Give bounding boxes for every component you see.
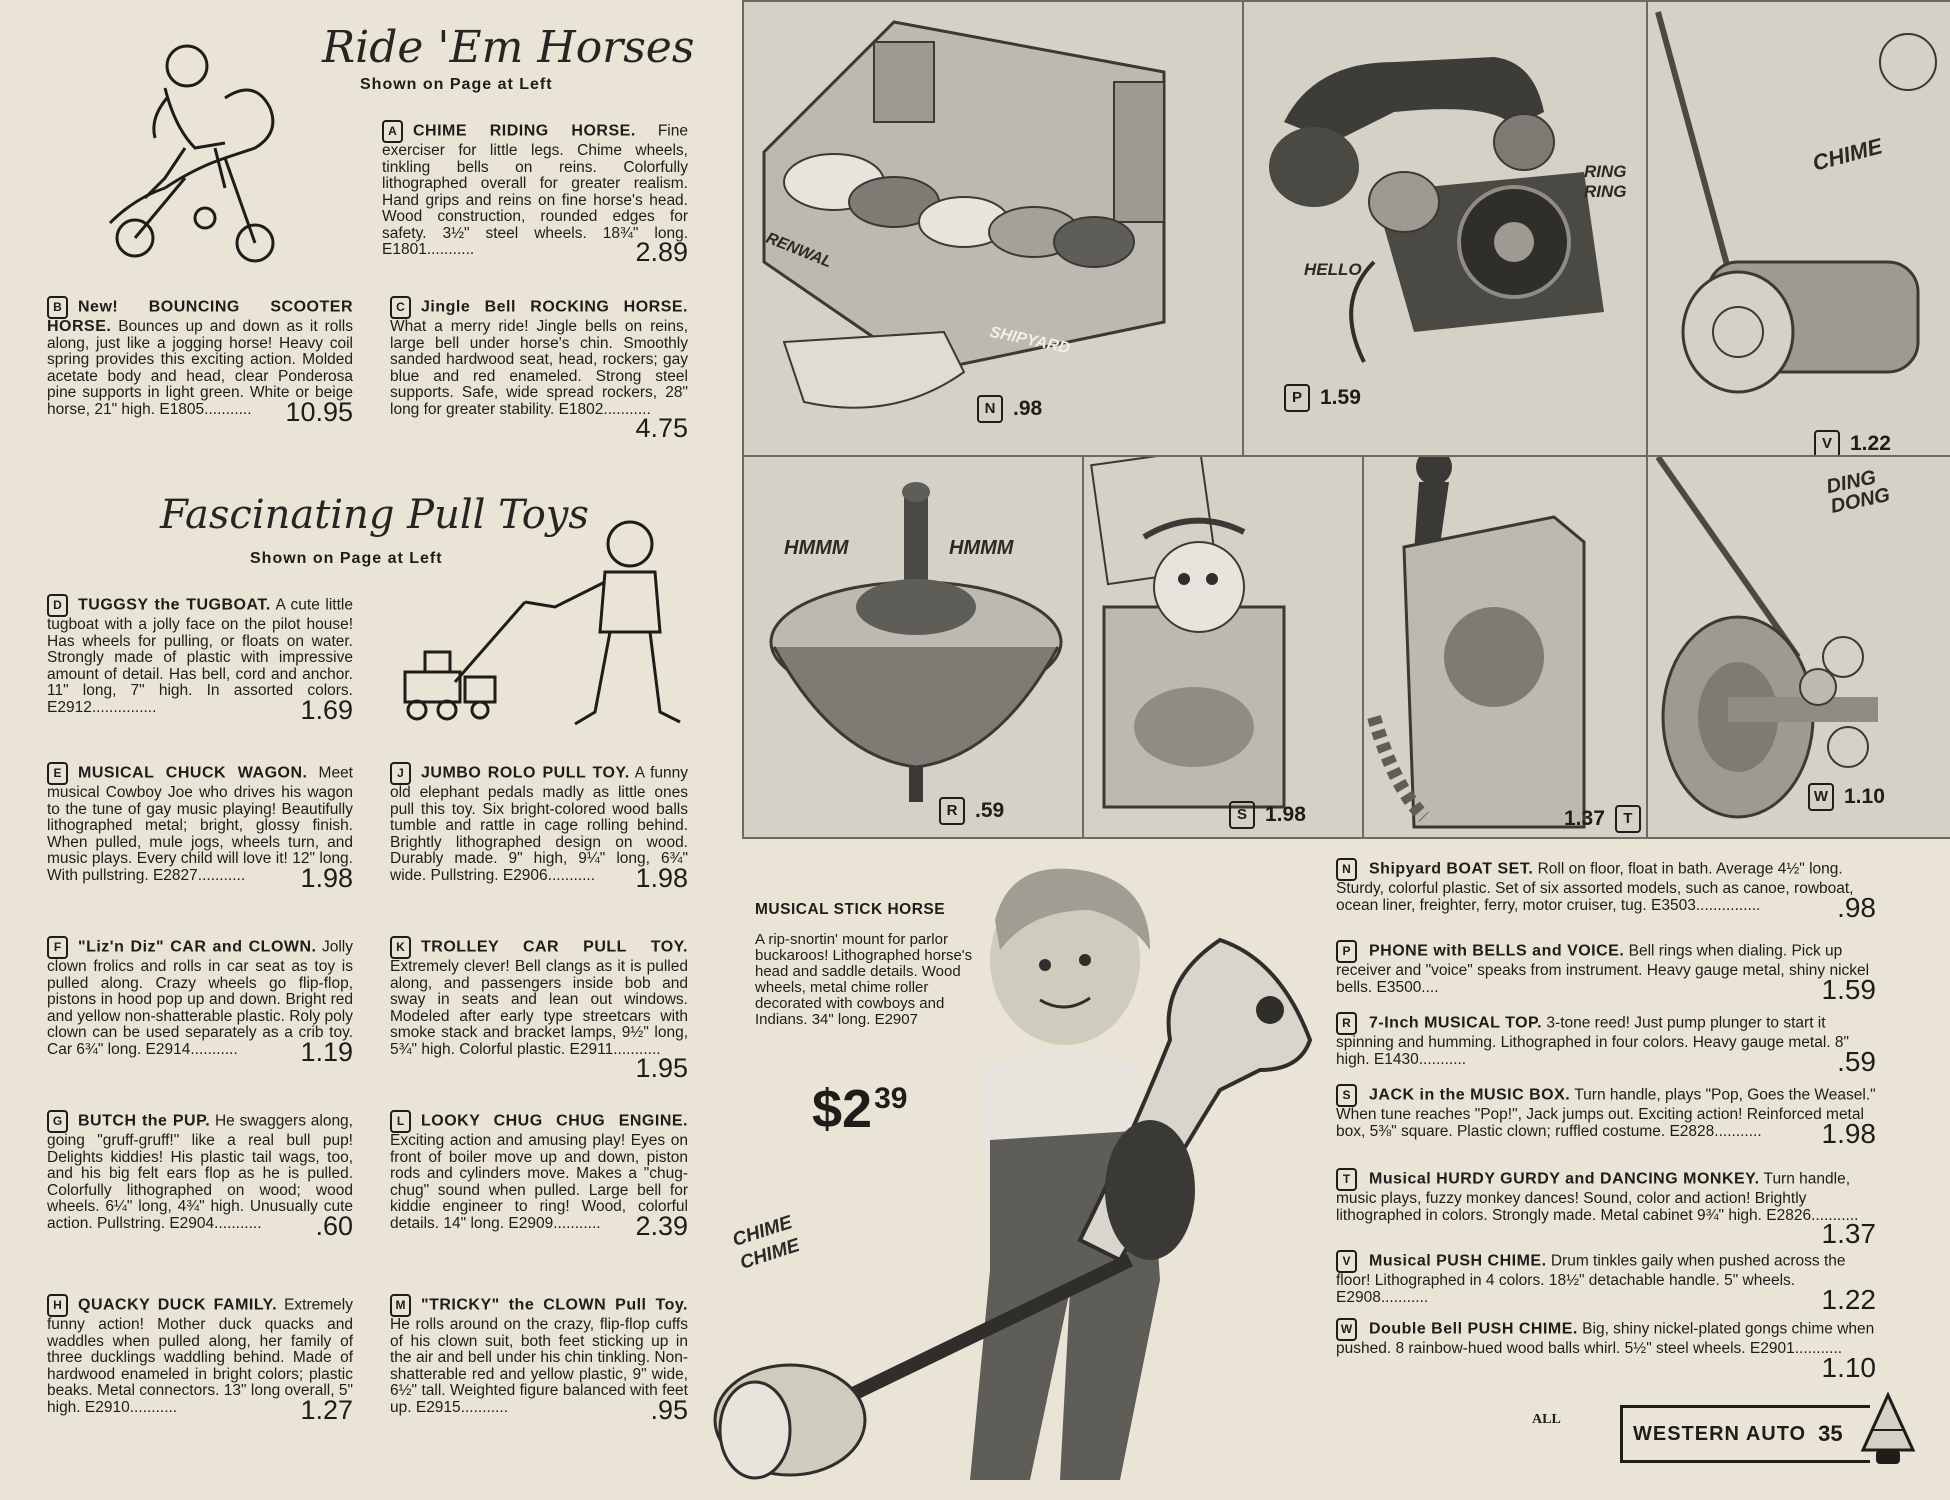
letter-box: V [1336,1250,1357,1273]
entry-T-detail [1336,1168,1876,1248]
letter-box: T [1615,805,1641,833]
item-description: Big, shiny nickel-plated gongs chime when pushed. 8 rainbow-hued wood balls whirl. 5½" steel wheels. E2901........... [1336,1320,1875,1357]
letter-box: H [47,1294,68,1317]
item-price: 1.59 [1821,973,1876,1005]
item-price: 2.39 [635,1210,688,1241]
entry-K [390,936,688,1082]
item-price: 1.95 [635,1053,688,1083]
photo-price: 1.98 [1265,803,1306,826]
photo-price: 1.59 [1320,386,1361,409]
hmmm-text-left: HMMM [784,537,849,559]
item-description: He rolls around on the crazy, flip-flop cuffs of his clown suit, both feet sticking up in the air and bell under his chin tinkling. Non-shatterable red and yellow plastic, 9" wide, 6½" tall. Weighted figure balanced with feet up. E2915........... [390,1316,688,1416]
hurdy-gurdy-monkey-image [1364,457,1648,837]
item-description: Exciting action and amusing play! Eyes on front of boiler move up and down, piston rods and cylinders move. Makes a "chug-chug" sound when pulled. Large bell for kiddie engineer to ring! Wood, colorful details. 14" long. E2909........... [390,1132,688,1232]
item-price: 4.75 [635,413,688,443]
item-price: 1.69 [300,694,353,725]
photo-panel-musical-top [742,455,1086,839]
photo-price: .59 [975,799,1005,822]
entry-A [382,120,688,266]
item-description: Meet musical Cowboy Joe who drives his wagon to the tune of gay music playing! Beautifully lithographed metal; bright, glossy finish. When pulled, mule jogs, wheels turn, and music plays. Every child will love it! 12" long. With pullstring. E2827........... [47,764,353,884]
ride-section-title: Ride 'Em Horses [322,22,695,73]
letter-box: N [1336,858,1357,881]
photo-price: .98 [1013,397,1043,420]
entry-H [47,1294,353,1424]
item-price: 1.10 [1821,1351,1876,1383]
item-name: QUACKY DUCK FAMILY. [78,1296,278,1314]
renwal-brand-text: RENWAL [763,229,835,272]
photo-label-N [977,395,1042,423]
price-cents: 39 [874,1082,908,1115]
entry-W-detail [1336,1318,1876,1382]
shipyard-boat-set-image [744,2,1244,457]
entry-M [390,1294,688,1424]
item-description: Bounces up and down as it rolls along, just like a jogging horse! Heavy coil spring provides this exciting action. Molded acetate body and head, clear Ponderosa pine supports in light green. White or beige horse, 21" high. E1805........... [47,318,353,418]
item-price: 1.27 [300,1394,353,1425]
letter-box: S [1336,1084,1357,1107]
price-dollars: $2 [812,1079,873,1139]
footer-brand-box [1620,1405,1870,1463]
item-name: New! BOUNCING SCOOTER HORSE. [47,298,353,335]
letter-box: V [1814,430,1840,458]
musical-top-image [744,457,1084,837]
letter-box: D [47,594,68,617]
item-name: CHIME RIDING HORSE. [413,122,636,140]
item-name: TUGGSY the TUGBOAT. [78,596,271,614]
letter-box: K [390,936,411,959]
hmmm-text-right: HMMM [949,537,1014,559]
double-bell-push-chime-image [1648,457,1950,837]
entry-J [390,762,688,892]
footer-brand: WESTERN AUTO [1633,1422,1807,1445]
item-description: Drum tinkles gaily when pushed across the floor! Lithographed in 4 colors. 18½" detachable handle. 5" wheels. E2908........... [1336,1252,1846,1306]
letter-box: W [1336,1318,1357,1341]
letter-box: M [390,1294,411,1317]
item-name: Jingle Bell ROCKING HORSE. [421,298,688,316]
entry-S-detail [1336,1084,1876,1148]
item-description: Turn handle, music plays, fuzzy monkey dances! Sound, color and action! Brightly lithographed in colors. Strongly made. Metal cabinet 9¾" high. E2826........... [1336,1170,1859,1224]
item-price: 2.89 [635,237,688,267]
boy-pulling-train-illustration [395,512,695,737]
item-name: JUMBO ROLO PULL TOY. [421,764,630,782]
item-name: Shipyard BOAT SET. [1369,860,1534,878]
item-description: Fine exerciser for little legs. Chime wheels, tinkling bells on reins. Colorfully lithographed overall for greater realism. Hand grips and reins on fine horse's head. Wood construction, rounded edges for safety. 3½" steel wheels. 18¾" long. E1801........... [382,122,688,258]
stick-horse-price [812,1079,908,1139]
photo-label-R [939,797,1004,825]
item-description: Jolly clown frolics and rolls in car seat as toy is pulled along. Crazy wheels go flip-flop, pistons in hood pop up and down. Bright red and yellow non-shatterable plastic. Roly poly clown can be used separately as a crib toy. Car 6¾" long. E2914........... [47,938,353,1058]
item-price: 1.37 [1821,1218,1876,1249]
letter-box: G [47,1110,68,1133]
item-price: 10.95 [285,396,353,427]
photo-panel-shipyard [742,0,1246,459]
photo-label-S [1229,801,1306,829]
letter-box: E [47,762,68,785]
ding-dong-text: DING DONG [1824,466,1892,518]
item-name: "Liz'n Diz" CAR and CLOWN. [78,938,317,956]
photo-panel-hurdy-gurdy [1362,455,1650,839]
photo-label-P [1284,384,1361,412]
photo-panel-push-chime [1646,0,1950,459]
letter-box: C [390,296,411,319]
item-price: 1.19 [300,1036,353,1067]
photo-price: 1.37 [1564,807,1605,830]
entry-G [47,1110,353,1240]
pull-section-title: Fascinating Pull Toys [160,492,589,538]
item-price: 1.98 [300,862,353,893]
letter-box: P [1336,940,1357,963]
item-price: 1.22 [1821,1283,1876,1315]
item-description: A cute little tugboat with a jolly face on the pilot house! Has wheels for pulling, or floats on water. Strongly made of plastic with impressive amount of detail. Has bell, cord and anchor. 11" long, 7" high. In assorted colors. E2912............... [47,596,353,716]
letter-box: B [47,296,68,319]
item-name: 7-Inch MUSICAL TOP. [1369,1014,1543,1032]
entry-P-detail [1336,940,1876,1004]
item-description: Roll on floor, float in bath. Average 4½" long. Sturdy, colorful plastic. Set of six assorted models, such as canoe, rowboat, ocean liner, freighter, ferry, motor cruiser, tug. E3503............... [1336,860,1854,914]
letter-box: R [1336,1012,1357,1035]
item-description: Extremely clever! Bell clangs as it is pulled along, and passengers inside bob and sway in seats and lean out windows. Modeled after early type streetcars with smoke stack and bracket lamps, 9½" long, 5¾" high. Colorful plastic. E2911........... [390,958,688,1058]
letter-box: W [1808,783,1834,811]
letter-box: N [977,395,1003,423]
photo-label-V [1814,430,1891,458]
photo-panel-double-bell [1646,455,1950,839]
jack-in-music-box-image [1084,457,1364,837]
item-price: .95 [650,1394,688,1425]
stick-horse-title: MUSICAL STICK HORSE [755,901,946,918]
item-description: Extremely funny action! Mother duck quacks and waddles when pulled along, her family of three ducklings waddling behind. Made of hardwood enameled in bright colors; plastic beaks. Metal connectors. 13" long overall, 5" high. E2910........... [47,1296,353,1416]
letter-box: L [390,1110,411,1133]
footer-code: ALL [1532,1412,1561,1427]
item-name: LOOKY CHUG CHUG ENGINE. [421,1112,688,1130]
item-name: PHONE with BELLS and VOICE. [1369,942,1625,960]
photo-label-T [1564,805,1641,833]
entry-R-detail [1336,1012,1876,1076]
item-price: .60 [315,1210,353,1241]
letter-box: T [1336,1168,1357,1191]
item-price: 1.98 [1821,1117,1876,1149]
item-name: Musical PUSH CHIME. [1369,1252,1547,1270]
item-description: A funny old elephant pedals madly as little ones pull this toy. Six bright-colored wood balls tumble and rattle in cage rolling behind. Brightly lithographed design on wood. Durably made. 9" high, 9¼" long, 6¾" wide. Pullstring. E2906........... [390,764,688,884]
entry-C [390,296,688,442]
entry-B [47,296,353,426]
ring-ring-text: RING RING [1584,162,1627,201]
item-price: 1.98 [635,862,688,893]
photo-panel-jack-in-box [1082,455,1366,839]
footer-page-number: 35 [1818,1421,1843,1446]
item-description: He swaggers along, going "gruff-gruff!" like a real bull pup! Delights kiddies! His plastic tail wags, too, and his big felt ears flop as he is pulled. Colorfully lithographed on wood; wood wheels. 6¼" long, 4¾" high. Unusually cute action. Pullstring. E2904........... [47,1112,353,1232]
item-description: Bell rings when dialing. Pick up receiver and "voice" speaks from instrument. Heavy gauge metal, shiny nickel bells. E3500.... [1336,942,1870,996]
christmas-tree-icon [1858,1390,1918,1470]
entry-V-detail [1336,1250,1876,1314]
item-price: .98 [1837,891,1876,923]
item-description: Turn handle, plays "Pop, Goes the Weasel." When tune reaches "Pop!", Jack jumps out. Exciting action! Reinforced metal box, 5⅜" square. Plastic clown; ruffled costume. E2828........... [1336,1086,1876,1140]
item-name: Double Bell PUSH CHIME. [1369,1320,1578,1338]
item-price: .59 [1837,1045,1876,1077]
item-name: "TRICKY" the CLOWN Pull Toy. [421,1296,688,1314]
letter-box: S [1229,801,1255,829]
photo-panel-phone [1242,0,1650,459]
photo-label-W [1808,783,1885,811]
item-description: 3-tone reed! Just pump plunger to start it spinning and humming. Lithographed in four colors. Heavy gauge metal. 8" high. E1430........... [1336,1014,1850,1068]
item-name: Musical HURDY GURDY and DANCING MONKEY. [1369,1170,1760,1188]
item-name: TROLLEY CAR PULL TOY. [421,938,688,956]
entry-L [390,1110,688,1240]
item-name: JACK in the MUSIC BOX. [1369,1086,1571,1104]
entry-E [47,762,353,892]
hello-text: HELLO [1304,260,1362,279]
chime-text: CHIME [1809,133,1885,176]
item-name: MUSICAL CHUCK WAGON. [78,764,308,782]
stick-horse-chime-text: CHIME CHIME [730,1212,803,1274]
letter-box: P [1284,384,1310,412]
push-chime-drum-image [1648,2,1950,457]
item-description: What a merry ride! Jingle bells on reins, large bell under horse's chin. Smoothly sanded hardwood seat, head, rockers; gay blue and red enameled. Strong steel supports. Safe, wide spread rockers, 28" long for greater stability. E1802........... [390,318,688,418]
pull-section-subtitle: Shown on Page at Left [250,550,443,567]
letter-box: F [47,936,68,959]
item-name: BUTCH the PUP. [78,1112,211,1130]
letter-box: R [939,797,965,825]
letter-box: J [390,762,411,785]
stick-horse-block [755,902,980,1028]
stick-horse-description: A rip-snortin' mount for parlor buckaroos! Lithographed horse's head and saddle details. Wood wheels, metal chime roller decorated with cowboys and Indians. 34" long. E2907 [755,931,973,1028]
shipyard-brand-text: SHIPYARD [988,323,1072,358]
entry-D [47,594,353,724]
ride-section-subtitle: Shown on Page at Left [360,76,553,93]
letter-box: A [382,120,403,143]
photo-price: 1.22 [1850,432,1891,455]
photo-price: 1.10 [1844,785,1885,808]
entry-N-detail [1336,858,1876,922]
boy-on-riding-horse-illustration [105,38,305,278]
entry-F [47,936,353,1066]
